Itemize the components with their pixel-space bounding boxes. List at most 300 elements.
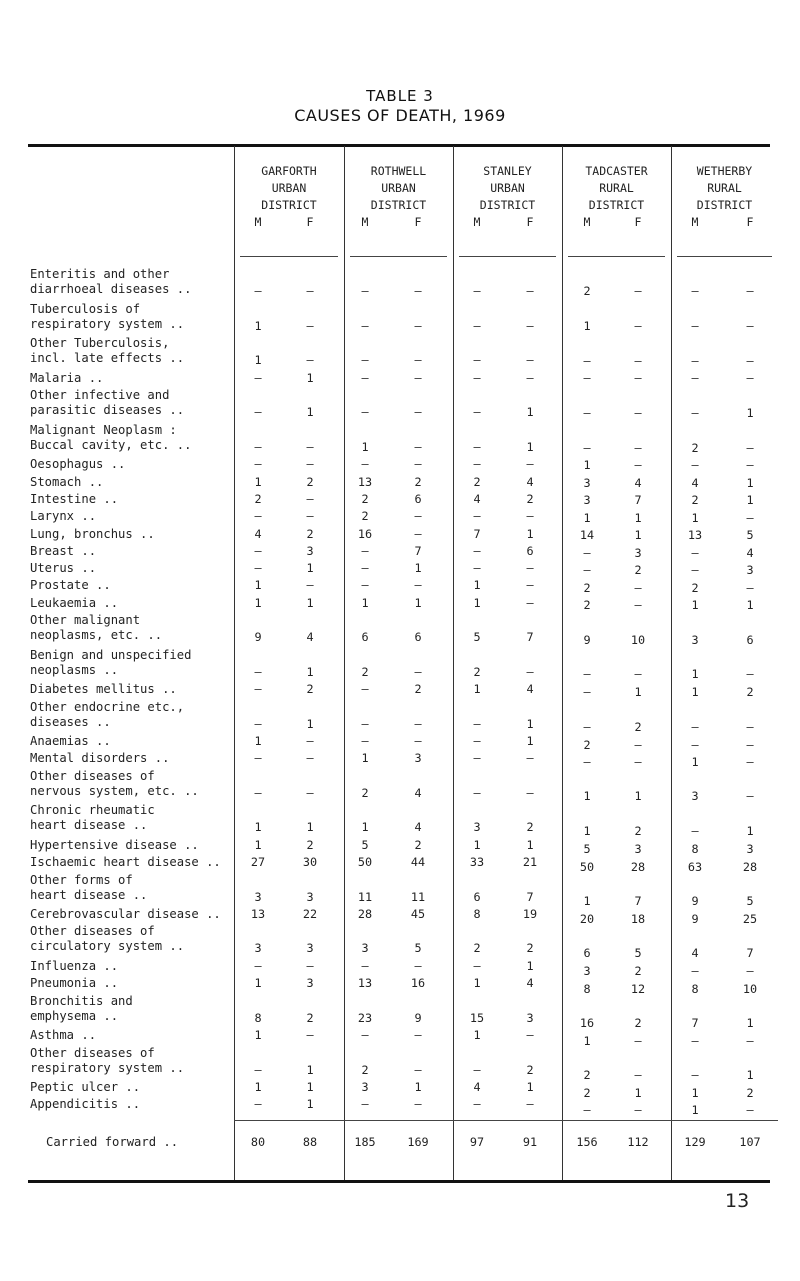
female-count: — — [306, 785, 314, 800]
male-count: 2 — [691, 580, 699, 595]
male-count: 27 — [250, 855, 266, 870]
male-count: 2 — [361, 509, 369, 524]
female-count: — — [634, 1033, 642, 1048]
female-count: — — [746, 789, 754, 804]
male-count: 1 — [254, 734, 262, 749]
male-count: 1 — [254, 578, 262, 593]
female-count: 5 — [634, 946, 642, 961]
male-count: — — [473, 439, 481, 454]
female-count: 1 — [306, 1062, 314, 1077]
female-count: — — [634, 755, 642, 769]
female-total: 91 — [522, 1135, 538, 1149]
cause-label: Stomach .. — [30, 474, 104, 489]
male-count: 1 — [473, 578, 481, 593]
male-count: — — [583, 353, 591, 368]
male-count: 6 — [473, 889, 481, 904]
female-count: — — [414, 1062, 422, 1077]
male-count: 1 — [691, 598, 699, 613]
district-header-line3: DISTRICT — [696, 198, 753, 212]
female-count: 2 — [634, 824, 642, 839]
male-count: 5 — [583, 842, 591, 857]
male-count: 2 — [254, 491, 262, 506]
female-count: — — [414, 578, 422, 593]
male-total: 97 — [469, 1135, 485, 1149]
female-count: 1 — [306, 370, 314, 385]
male-count: — — [473, 318, 481, 333]
female-count: 1 — [306, 595, 314, 610]
female-count: — — [526, 370, 534, 385]
male-count: — — [691, 563, 699, 578]
female-count: — — [746, 737, 754, 752]
female-count: 22 — [302, 907, 318, 922]
male-count: 3 — [583, 475, 591, 490]
male-count: — — [691, 719, 699, 734]
female-count: 7 — [634, 894, 642, 908]
male-count: 1 — [254, 1080, 262, 1095]
district-header-line3: DISTRICT — [370, 198, 427, 212]
female-count: — — [414, 526, 422, 541]
male-count: 1 — [691, 667, 699, 682]
column-divider — [671, 146, 672, 1180]
male-header: M — [361, 215, 369, 229]
female-count: — — [306, 491, 314, 506]
female-count: — — [414, 318, 422, 333]
female-count: — — [526, 785, 534, 800]
male-count: — — [691, 545, 699, 560]
female-count: 1 — [746, 1016, 754, 1030]
female-count: 1 — [526, 716, 534, 731]
male-count: — — [361, 561, 369, 576]
male-count: — — [361, 578, 369, 593]
female-total: 169 — [407, 1135, 429, 1149]
header-underline — [568, 256, 665, 257]
female-count: 6 — [414, 630, 422, 644]
male-count: 63 — [687, 859, 703, 874]
female-count: 11 — [410, 889, 426, 904]
female-count: — — [634, 405, 642, 420]
female-count: — — [526, 457, 534, 472]
female-count: 4 — [526, 682, 534, 697]
male-total: 80 — [250, 1135, 266, 1149]
female-count: — — [414, 1028, 422, 1043]
female-count: 1 — [634, 789, 642, 804]
male-count: 2 — [583, 737, 591, 752]
female-count: 1 — [526, 1080, 534, 1095]
male-count: — — [473, 751, 481, 766]
female-count: 1 — [746, 405, 754, 420]
female-count: 6 — [746, 632, 754, 647]
cause-label: Other diseases of nervous system, etc. .. — [30, 768, 199, 798]
female-count: — — [306, 734, 314, 749]
male-count: — — [473, 1097, 481, 1112]
district-header-line2: RURAL — [707, 181, 742, 195]
female-count: 3 — [306, 976, 314, 991]
male-count: — — [361, 318, 369, 333]
male-count: — — [691, 1033, 699, 1048]
district-header-line3: DISTRICT — [479, 198, 536, 212]
male-header: M — [691, 215, 699, 229]
male-count: — — [254, 664, 262, 679]
female-count: 1 — [306, 405, 314, 420]
male-count: — — [361, 959, 369, 973]
cause-label: Other malignant neoplasms, etc. .. — [30, 613, 163, 642]
cause-label: Cerebrovascular disease .. — [30, 907, 221, 922]
male-count: 1 — [583, 510, 591, 525]
male-count: 1 — [691, 510, 699, 525]
male-count: 1 — [254, 353, 262, 368]
cause-label: Asthma .. — [30, 1028, 97, 1043]
header-underline — [677, 256, 772, 257]
male-count: — — [254, 561, 262, 576]
male-count: 2 — [583, 284, 591, 298]
female-count: 3 — [306, 543, 314, 558]
male-count: — — [473, 457, 481, 472]
male-count: 2 — [583, 598, 591, 613]
cause-label: Other diseases of circulatory system .. — [30, 924, 185, 954]
male-count: 3 — [254, 889, 262, 904]
male-count: 2 — [473, 941, 481, 956]
male-count: 5 — [473, 630, 481, 644]
cause-label: Enteritis and other diarrhoeal diseases .. — [30, 267, 192, 296]
male-count: 2 — [473, 474, 481, 489]
district-header-line1: STANLEY — [483, 164, 532, 178]
district-header-line3: DISTRICT — [261, 198, 317, 212]
female-count: 2 — [634, 964, 642, 979]
female-count: 3 — [634, 842, 642, 857]
female-count: 1 — [526, 837, 534, 852]
cause-label: Tuberculosis of respiratory system .. — [30, 301, 185, 331]
female-count: — — [526, 284, 534, 298]
female-count: — — [414, 457, 422, 472]
male-count: 1 — [254, 837, 262, 852]
female-header: F — [746, 215, 754, 229]
female-total: 107 — [739, 1135, 761, 1149]
female-count: 7 — [414, 543, 422, 558]
male-count: — — [583, 667, 591, 682]
female-header: F — [306, 215, 314, 229]
male-count: 11 — [357, 889, 373, 904]
female-count: 5 — [414, 941, 422, 956]
female-count: 2 — [526, 1062, 534, 1077]
male-count: 1 — [691, 1103, 699, 1118]
male-count: — — [583, 685, 591, 700]
female-count: — — [526, 664, 534, 679]
female-count: — — [306, 284, 314, 298]
male-count: 4 — [254, 526, 262, 541]
top-rule — [28, 144, 770, 147]
cause-label: Hypertensive disease .. — [30, 837, 199, 852]
female-count: — — [634, 284, 642, 298]
male-count: 2 — [473, 664, 481, 679]
female-count: 1 — [746, 475, 754, 490]
male-count: 4 — [691, 946, 699, 961]
female-count: 7 — [634, 493, 642, 508]
male-count: 1 — [473, 682, 481, 697]
female-count: — — [746, 1033, 754, 1048]
male-count: 2 — [583, 1068, 591, 1083]
male-count: 3 — [473, 820, 481, 835]
male-count: 1 — [254, 1028, 262, 1043]
male-count: 2 — [583, 1086, 591, 1101]
male-count: — — [361, 405, 369, 420]
female-count: 10 — [630, 632, 646, 647]
cause-label: Leukaemia .. — [30, 595, 119, 610]
female-count: — — [746, 510, 754, 525]
female-count: 2 — [634, 719, 642, 734]
female-count: 2 — [414, 474, 422, 489]
male-count: 1 — [254, 820, 262, 835]
female-count: 2 — [526, 941, 534, 956]
female-count: 1 — [526, 439, 534, 454]
header-underline — [459, 256, 556, 257]
male-count: 1 — [361, 439, 369, 454]
female-count: — — [634, 1068, 642, 1083]
female-count: — — [414, 284, 422, 298]
female-count: 1 — [634, 1086, 642, 1101]
male-count: — — [691, 371, 699, 386]
male-count: 8 — [691, 842, 699, 857]
male-count: 1 — [361, 820, 369, 835]
male-count: 16 — [357, 526, 373, 541]
female-count: 30 — [302, 855, 318, 870]
female-count: 4 — [414, 785, 422, 800]
female-count: — — [634, 598, 642, 613]
female-count: 21 — [522, 855, 538, 870]
male-count: — — [473, 959, 481, 973]
district-header-line1: TADCASTER — [585, 164, 648, 178]
female-count: 1 — [634, 528, 642, 543]
female-count: — — [306, 959, 314, 973]
female-count: — — [634, 440, 642, 455]
female-count: — — [746, 318, 754, 333]
male-count: 8 — [254, 1010, 262, 1025]
male-count: — — [691, 318, 699, 333]
male-count: 8 — [583, 981, 591, 996]
male-count: — — [361, 1028, 369, 1043]
table-subtitle: CAUSES OF DEATH, 1969 — [294, 106, 506, 125]
male-count: — — [583, 755, 591, 769]
female-count: 3 — [526, 1010, 534, 1025]
female-count: — — [634, 318, 642, 333]
female-count: — — [634, 667, 642, 682]
female-count: — — [414, 734, 422, 749]
district-header-line1: GARFORTH — [261, 164, 317, 178]
male-count: — — [254, 785, 262, 800]
female-count: 3 — [746, 842, 754, 857]
column-divider — [344, 146, 345, 1180]
male-count: — — [473, 734, 481, 749]
female-count: — — [746, 755, 754, 769]
female-count: — — [414, 716, 422, 731]
cause-label: Lung, bronchus .. — [30, 526, 155, 541]
female-count: — — [526, 1097, 534, 1112]
male-count: — — [361, 716, 369, 731]
female-count: — — [746, 371, 754, 386]
cause-label: Breast .. — [30, 543, 97, 558]
female-count: 1 — [526, 526, 534, 541]
column-divider — [453, 146, 454, 1180]
female-count: — — [526, 751, 534, 766]
cause-label: Diabetes mellitus .. — [30, 682, 177, 697]
female-count: 7 — [746, 946, 754, 961]
female-count: 28 — [630, 859, 646, 874]
cause-label: Benign and unspecified neoplasms .. — [30, 647, 192, 677]
male-count: 16 — [579, 1016, 595, 1030]
totals-rule — [234, 1120, 778, 1121]
female-count: 10 — [742, 981, 758, 996]
female-count: 1 — [306, 561, 314, 576]
female-count: 1 — [526, 405, 534, 420]
cause-label: Uterus .. — [30, 561, 97, 576]
female-count: 2 — [306, 1010, 314, 1025]
male-count: 4 — [473, 491, 481, 506]
male-count: 1 — [361, 751, 369, 766]
male-count: — — [361, 284, 369, 298]
male-count: 6 — [583, 946, 591, 961]
female-count: 18 — [630, 911, 646, 926]
female-count: 1 — [306, 1080, 314, 1095]
male-count: — — [254, 1062, 262, 1077]
female-count: 3 — [306, 889, 314, 904]
male-header: M — [583, 215, 591, 229]
cause-label: Larynx .. — [30, 509, 97, 524]
female-count: 28 — [742, 859, 758, 874]
female-count: — — [634, 580, 642, 595]
female-count: — — [746, 458, 754, 473]
female-count: 1 — [746, 598, 754, 613]
female-count: 2 — [634, 1016, 642, 1030]
cause-label: Intestine .. — [30, 491, 119, 506]
male-count: 3 — [254, 941, 262, 956]
male-count: 3 — [691, 789, 699, 804]
male-count: 6 — [361, 630, 369, 644]
header-underline — [240, 256, 338, 257]
male-count: 8 — [691, 981, 699, 996]
cause-label: Other endocrine etc., diseases .. — [30, 699, 185, 729]
male-count: 13 — [250, 907, 266, 922]
female-count: — — [746, 580, 754, 595]
male-count: — — [254, 405, 262, 420]
female-count: — — [634, 371, 642, 386]
female-count: — — [414, 959, 422, 973]
female-count: 4 — [526, 976, 534, 991]
cause-label: Influenza .. — [30, 959, 119, 973]
bottom-rule — [28, 1180, 770, 1183]
female-count: — — [306, 1028, 314, 1043]
female-count: — — [634, 353, 642, 368]
cause-label: Ischaemic heart disease .. — [30, 855, 221, 870]
district-header-line2: RURAL — [599, 181, 634, 195]
male-count: — — [473, 509, 481, 524]
female-count: — — [306, 457, 314, 472]
male-count: 3 — [361, 941, 369, 956]
male-count: — — [361, 457, 369, 472]
female-count: 2 — [526, 820, 534, 835]
female-count: 4 — [526, 474, 534, 489]
female-count: — — [746, 1103, 754, 1118]
male-count: — — [254, 284, 262, 298]
district-header-line1: WETHERBY — [696, 164, 753, 178]
male-count: — — [254, 716, 262, 731]
male-count: 3 — [361, 1080, 369, 1095]
male-count: — — [254, 959, 262, 973]
female-count: 2 — [306, 526, 314, 541]
male-count: 1 — [583, 824, 591, 839]
male-count: 7 — [473, 526, 481, 541]
male-count: 13 — [357, 976, 373, 991]
female-count: 45 — [410, 907, 426, 922]
male-count: 7 — [691, 1016, 699, 1030]
male-count: — — [361, 682, 369, 697]
female-count: 16 — [410, 976, 426, 991]
male-count: — — [254, 370, 262, 385]
male-count: — — [361, 370, 369, 385]
male-count: — — [254, 682, 262, 697]
male-count: 2 — [361, 1062, 369, 1077]
female-count: 1 — [526, 959, 534, 973]
female-count: 2 — [306, 474, 314, 489]
male-count: — — [254, 751, 262, 766]
female-count: — — [306, 439, 314, 454]
female-count: 1 — [414, 561, 422, 576]
male-count: — — [583, 563, 591, 578]
district-header-line3: DISTRICT — [588, 198, 645, 212]
male-count: — — [473, 561, 481, 576]
female-count: — — [746, 964, 754, 979]
female-count: — — [746, 284, 754, 298]
male-count: — — [254, 509, 262, 524]
male-count: 3 — [583, 964, 591, 979]
male-count: — — [473, 543, 481, 558]
female-count: 12 — [630, 981, 646, 996]
male-count: 2 — [583, 580, 591, 595]
female-header: F — [414, 215, 422, 229]
female-count: 6 — [526, 543, 534, 558]
male-count: 1 — [473, 837, 481, 852]
male-count: 50 — [579, 859, 595, 874]
male-count: 4 — [473, 1080, 481, 1095]
male-count: — — [361, 734, 369, 749]
male-count: 2 — [691, 493, 699, 508]
male-count: 2 — [361, 785, 369, 800]
male-count: — — [473, 370, 481, 385]
female-count: 3 — [746, 563, 754, 578]
male-count: 1 — [691, 685, 699, 700]
male-count: — — [473, 785, 481, 800]
district-header-line1: ROTHWELL — [370, 164, 427, 178]
male-header: M — [254, 215, 262, 229]
male-count: — — [254, 439, 262, 454]
male-header: M — [473, 215, 481, 229]
cause-label: Pneumonia .. — [30, 976, 119, 991]
header-underline — [350, 256, 447, 257]
female-count: 1 — [526, 734, 534, 749]
female-count: — — [306, 509, 314, 524]
male-total: 185 — [354, 1135, 376, 1149]
female-count: — — [634, 1103, 642, 1118]
female-count: 2 — [746, 685, 754, 700]
female-count: 2 — [746, 1086, 754, 1101]
female-count: 44 — [410, 855, 426, 870]
female-count: 19 — [522, 907, 538, 922]
female-count: — — [414, 353, 422, 368]
male-count: — — [583, 1103, 591, 1118]
male-count: 9 — [254, 630, 262, 644]
female-count: — — [634, 458, 642, 473]
female-count: 3 — [414, 751, 422, 766]
male-count: — — [254, 543, 262, 558]
male-count: 1 — [254, 976, 262, 991]
